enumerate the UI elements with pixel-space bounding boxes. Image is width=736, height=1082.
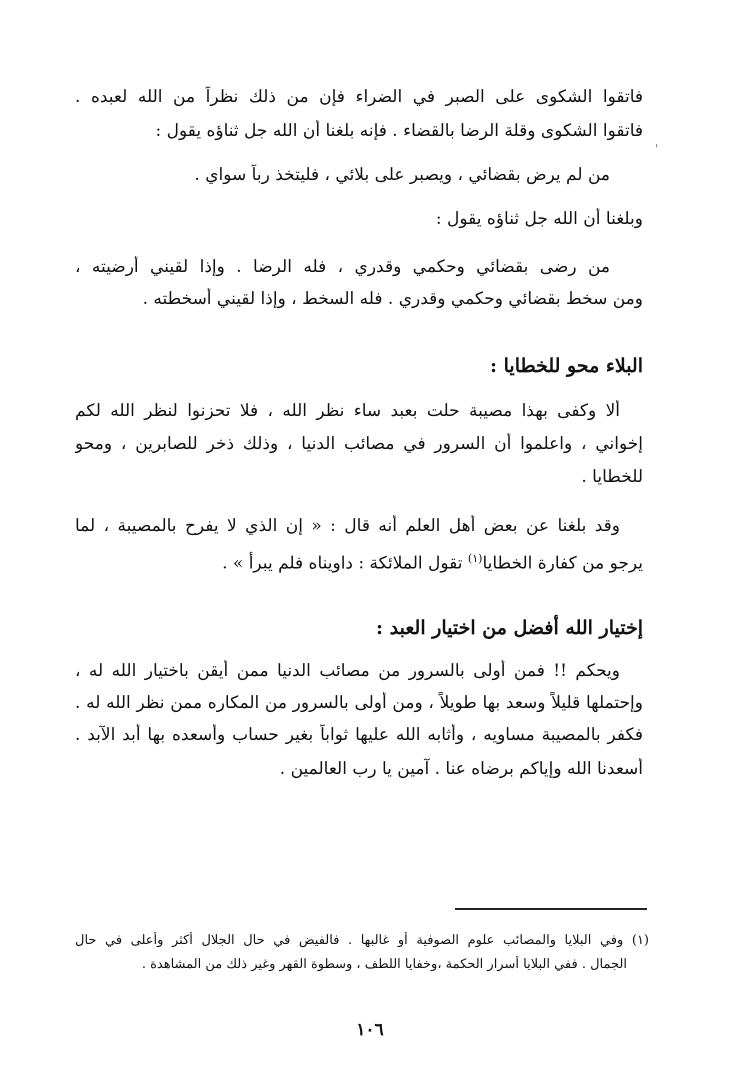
paragraph-5-line-2: وإحتملها قليلاً وسعد بها طويلاً ، ومن أولى بالسرور من المكاره ممن نظر الله له . [75, 693, 643, 713]
footnote-separator [455, 908, 647, 910]
paragraph-3-line-2: إخواني ، واعلموا أن السرور في مصائب الدنيا ، وذلك ذخر للصابرين ، ومحو [75, 434, 643, 454]
footnote-line-1: (١) وفي البلايا والمصائب علوم الصوفية أو غالبها . فالفيض في حال الجلال أكثر وأعلى في حال [75, 933, 649, 948]
paragraph-5-line-1: ويحكم !! فمن أولى بالسرور من مصائب الدنيا ممن أيقن باختيار الله له ، [75, 661, 620, 681]
paragraph-1-line-1: فاتقوا الشكوى على الصبر في الضراء فإن من ذلك نظراً من الله لعبده . [75, 87, 643, 107]
margin-mark: ' [655, 142, 659, 156]
footnote-line-2: الجمال . ففي البلايا أسرار الحكمة ،وخفايا اللطف ، وسطوة القهر وغير ذلك من المشاهدة . [141, 957, 627, 972]
paragraph-4-line-2 [75, 548, 643, 575]
paragraph-3-line-3: للخطايا . [581, 467, 643, 487]
quote-2-line-2: ومن سخط بقضائي وحكمي وقدري . فله السخط ، وإذا لقيني أسخطته . [142, 289, 643, 309]
paragraph-1-line-2: فاتقوا الشكوى وقلة الرضا بالقضاء . فإنه بلغنا أن الله جل ثناؤه يقول : [155, 121, 643, 141]
quote-1: من لم يرض بقضائي ، ويصبر على بلائي ، فليتخذ رباً سواي . [194, 165, 610, 185]
paragraph-5-line-4: أسعدنا الله وإياكم برضاه عنا . آمين يا رب العالمين . [279, 759, 643, 779]
footnote-ref-1: (١) [467, 552, 483, 565]
heading-affliction-erases-sins: البلاء محو للخطايا : [490, 355, 643, 377]
paragraph-4-text-b: تقول الملائكة : داويناه فلم يبرأ » . [222, 553, 468, 574]
paragraph-4-text-a: يرجو من كفارة الخطايا [482, 553, 643, 574]
paragraph-4-line-1: وقد بلغنا عن بعض أهل العلم أنه قال : « إن الذي لا يفرح بالمصيبة ، لما [75, 516, 620, 536]
quote-2-line-1: من رضى بقضائي وحكمي وقدري ، فله الرضا . وإذا لقيني أرضيته ، [75, 257, 610, 277]
page-number: ١٠٦ [356, 1020, 384, 1040]
paragraph-2: وبلغنا أن الله جل ثناؤه يقول : [435, 209, 643, 229]
paragraph-3-line-1: ألا وكفى بهذا مصيبة حلت بعبد ساء نظر الله ، فلا تحزنوا لنظر الله لكم [75, 401, 620, 421]
paragraph-5-line-3: فكفر بالمصيبة مساويه ، وأثابه الله عليها ثواباً بغير حساب وأسعده بها أبد الآبد . [75, 725, 643, 745]
heading-gods-choice-better: إختيار الله أفضل من اختيار العبد : [376, 617, 643, 639]
